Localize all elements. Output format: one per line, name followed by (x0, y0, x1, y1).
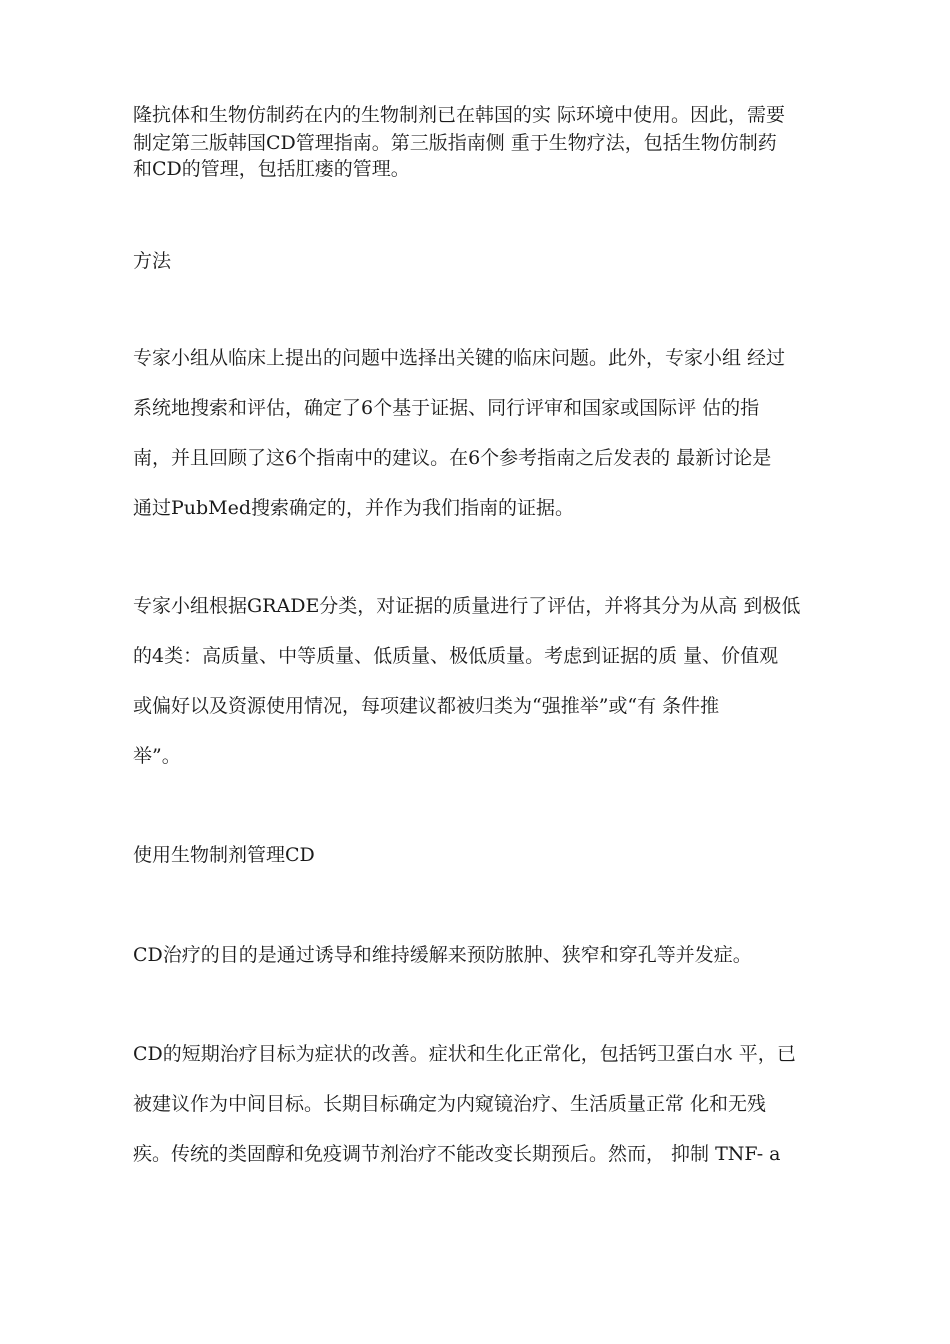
intro-line-3: 和CD的管理，包括肛瘘的管理。 (133, 158, 410, 180)
treatment-targets-line-2: 被建议作为中间目标。长期目标确定为内窥镜治疗、生活质量正常 化和无残 (133, 1093, 767, 1115)
section-heading-methods: 方法 (133, 250, 172, 272)
treatment-targets-line-1: CD的短期治疗目标为症状的改善。症状和生化正常化，包括钙卫蛋白水 平，已 (133, 1043, 796, 1065)
methods-paragraph-2-line-2: 的4类：高质量、中等质量、低质量、极低质量。考虑到证据的质 量、价值观 (133, 645, 779, 667)
methods-paragraph-1-line-4: 通过PubMed搜索确定的，并作为我们指南的证据。 (133, 497, 575, 519)
treatment-targets-line-3: 疾。传统的类固醇和免疫调节剂治疗不能改变长期预后。然而， 抑制 TNF- a (133, 1143, 781, 1165)
methods-paragraph-1-line-2: 系统地搜索和评估，确定了6个基于证据、同行评审和国家或国际评 估的指 (133, 397, 760, 419)
intro-line-2: 制定第三版韩国CD管理指南。第三版指南侧 重于生物疗法，包括生物仿制药 (133, 132, 777, 154)
section-heading-biologics: 使用生物制剂管理CD (133, 844, 315, 866)
methods-paragraph-2-line-1: 专家小组根据GRADE分类，对证据的质量进行了评估，并将其分为从高 到极低 (133, 595, 801, 617)
methods-paragraph-2-line-3: 或偏好以及资源使用情况，每项建议都被归类为“强推举”或“有 条件推 (133, 695, 720, 717)
treatment-goal-line: CD治疗的目的是通过诱导和维持缓解来预防脓肿、狭窄和穿孔等并发症。 (133, 944, 752, 966)
methods-paragraph-1-line-3: 南，并且回顾了这6个指南中的建议。在6个参考指南之后发表的 最新讨论是 (133, 447, 772, 469)
methods-paragraph-2-line-4: 举”。 (133, 745, 181, 767)
methods-paragraph-1-line-1: 专家小组从临床上提出的问题中选择出关键的临床问题。此外，专家小组 经过 (133, 347, 786, 369)
intro-line-1: 隆抗体和生物仿制药在内的生物制剂已在韩国的实 际环境中使用。因此，需要 (133, 104, 786, 126)
